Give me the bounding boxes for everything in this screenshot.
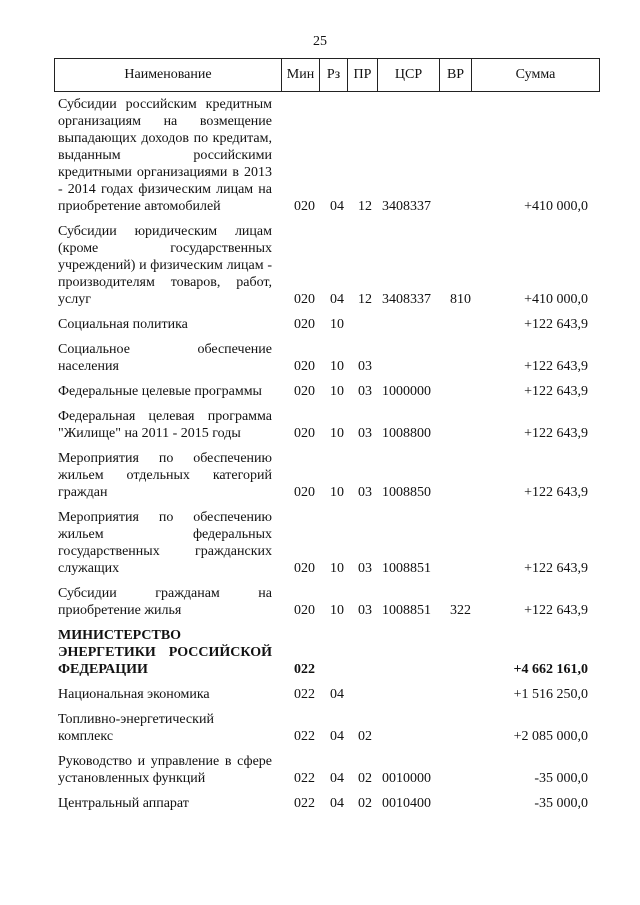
row-codes xyxy=(58,198,588,215)
row-vr: 810 xyxy=(450,292,471,307)
row-rz: 10 xyxy=(330,485,344,500)
row-rz: 04 xyxy=(330,729,344,744)
row-csr: 3408337 xyxy=(382,292,431,307)
table-row xyxy=(58,509,588,577)
row-sum: +122 643,9 xyxy=(524,359,588,374)
row-sum: +122 643,9 xyxy=(524,384,588,399)
table-header xyxy=(54,58,600,92)
row-codes xyxy=(58,560,588,577)
row-sum: +122 643,9 xyxy=(524,317,588,332)
row-min: 020 xyxy=(294,603,315,618)
row-codes xyxy=(58,358,588,375)
row-min: 022 xyxy=(294,796,315,811)
row-codes xyxy=(58,484,588,501)
row-sum: +122 643,9 xyxy=(524,561,588,576)
row-codes xyxy=(58,316,588,333)
row-min: 020 xyxy=(294,292,315,307)
row-min: 022 xyxy=(294,771,315,786)
row-csr: 1008800 xyxy=(382,426,431,441)
row-name: МИНИСТЕРСТВО ЭНЕРГЕТИКИ РОССИЙСКОЙ ФЕДЕРАЦИИ xyxy=(58,628,272,677)
row-vr: 322 xyxy=(450,603,471,618)
table-row xyxy=(58,686,588,703)
row-csr: 1008851 xyxy=(382,561,431,576)
row-min: 020 xyxy=(294,359,315,374)
row-min: 020 xyxy=(294,561,315,576)
row-sum: +410 000,0 xyxy=(524,292,588,307)
row-min: 020 xyxy=(294,317,315,332)
row-rz: 04 xyxy=(330,292,344,307)
table-row xyxy=(58,341,588,375)
row-codes xyxy=(58,686,588,703)
row-rz: 04 xyxy=(330,796,344,811)
header-pr: ПР xyxy=(348,59,378,91)
row-pr: 02 xyxy=(358,796,372,811)
row-csr: 1008850 xyxy=(382,485,431,500)
row-name: Федеральные целевые программы xyxy=(58,384,262,399)
row-name: Федеральная целевая программа "Жилище" на 2011 - 2015 годы xyxy=(58,409,272,441)
row-rz: 10 xyxy=(330,426,344,441)
row-min: 020 xyxy=(294,485,315,500)
row-pr: 02 xyxy=(358,771,372,786)
row-codes xyxy=(58,602,588,619)
row-min: 020 xyxy=(294,384,315,399)
table-row xyxy=(58,96,588,215)
row-min: 022 xyxy=(294,729,315,744)
table-body xyxy=(58,96,588,820)
row-pr: 03 xyxy=(358,485,372,500)
row-sum: +2 085 000,0 xyxy=(513,729,588,744)
row-rz: 04 xyxy=(330,687,344,702)
row-codes xyxy=(58,383,588,400)
table-row xyxy=(58,316,588,333)
row-pr: 03 xyxy=(358,384,372,399)
row-name: Национальная экономика xyxy=(58,687,210,702)
row-codes xyxy=(58,795,588,812)
row-name: Социальная политика xyxy=(58,317,188,332)
row-name: Мероприятия по обеспечению жильем отдельных категорий граждан xyxy=(58,451,272,500)
row-min: 022 xyxy=(294,687,315,702)
row-name: Социальное обеспечение населения xyxy=(58,342,272,374)
row-codes xyxy=(58,661,588,678)
row-rz: 04 xyxy=(330,771,344,786)
row-pr: 02 xyxy=(358,729,372,744)
table-row xyxy=(58,223,588,308)
row-rz: 10 xyxy=(330,317,344,332)
row-codes xyxy=(58,770,588,787)
row-pr: 03 xyxy=(358,359,372,374)
row-sum: +1 516 250,0 xyxy=(513,687,588,702)
row-pr: 03 xyxy=(358,426,372,441)
row-sum: +122 643,9 xyxy=(524,426,588,441)
row-pr: 03 xyxy=(358,561,372,576)
row-csr: 1000000 xyxy=(382,384,431,399)
row-name: Субсидии юридическим лицам (кроме государственных учреждений) и физическим лицам - производителям товаров, работ, услуг xyxy=(58,224,272,307)
row-sum: -35 000,0 xyxy=(534,796,588,811)
row-min: 020 xyxy=(294,199,315,214)
row-name: Субсидии гражданам на приобретение жилья xyxy=(58,586,272,618)
row-sum: +122 643,9 xyxy=(524,485,588,500)
row-sum: -35 000,0 xyxy=(534,771,588,786)
row-name: Мероприятия по обеспечению жильем федеральных государственных гражданских служащих xyxy=(58,510,272,576)
table-row xyxy=(58,585,588,619)
header-rz: Рз xyxy=(320,59,348,91)
row-rz: 10 xyxy=(330,561,344,576)
row-sum: +410 000,0 xyxy=(524,199,588,214)
row-codes xyxy=(58,425,588,442)
table-row xyxy=(58,795,588,812)
row-csr: 0010000 xyxy=(382,771,431,786)
row-sum: +122 643,9 xyxy=(524,603,588,618)
row-rz: 10 xyxy=(330,359,344,374)
header-name: Наименование xyxy=(55,59,282,91)
row-name: Центральный аппарат xyxy=(58,796,189,811)
header-min: Мин xyxy=(282,59,320,91)
row-sum: +4 662 161,0 xyxy=(513,662,588,677)
table-row xyxy=(58,383,588,400)
row-name: Руководство и управление в сфере установленных функций xyxy=(58,754,272,786)
row-codes xyxy=(58,291,588,308)
header-sum: Сумма xyxy=(515,67,556,82)
header-vr: ВР xyxy=(440,59,472,91)
row-rz: 10 xyxy=(330,384,344,399)
row-csr: 3408337 xyxy=(382,199,431,214)
row-min: 022 xyxy=(294,662,315,677)
table-row xyxy=(58,450,588,501)
row-name: Субсидии российским кредитным организациям на возмещение выпадающих доходов по кредитам, выданным российскими кредитными организациями в 2013 - 2014 годах физическим лицам на приобретение автомобилей xyxy=(58,97,272,214)
row-pr: 12 xyxy=(358,292,372,307)
row-pr: 12 xyxy=(358,199,372,214)
table-row xyxy=(58,627,588,678)
table-row xyxy=(58,711,588,745)
table-row xyxy=(58,753,588,787)
header-csr: ЦСР xyxy=(378,59,440,91)
page-number: 25 xyxy=(313,34,327,49)
row-codes xyxy=(58,728,588,745)
row-rz: 04 xyxy=(330,199,344,214)
row-name: Топливно-энергетический комплекс xyxy=(58,712,214,744)
row-csr: 1008851 xyxy=(382,603,431,618)
table-row xyxy=(58,408,588,442)
row-rz: 10 xyxy=(330,603,344,618)
row-min: 020 xyxy=(294,426,315,441)
row-csr: 0010400 xyxy=(382,796,431,811)
row-pr: 03 xyxy=(358,603,372,618)
